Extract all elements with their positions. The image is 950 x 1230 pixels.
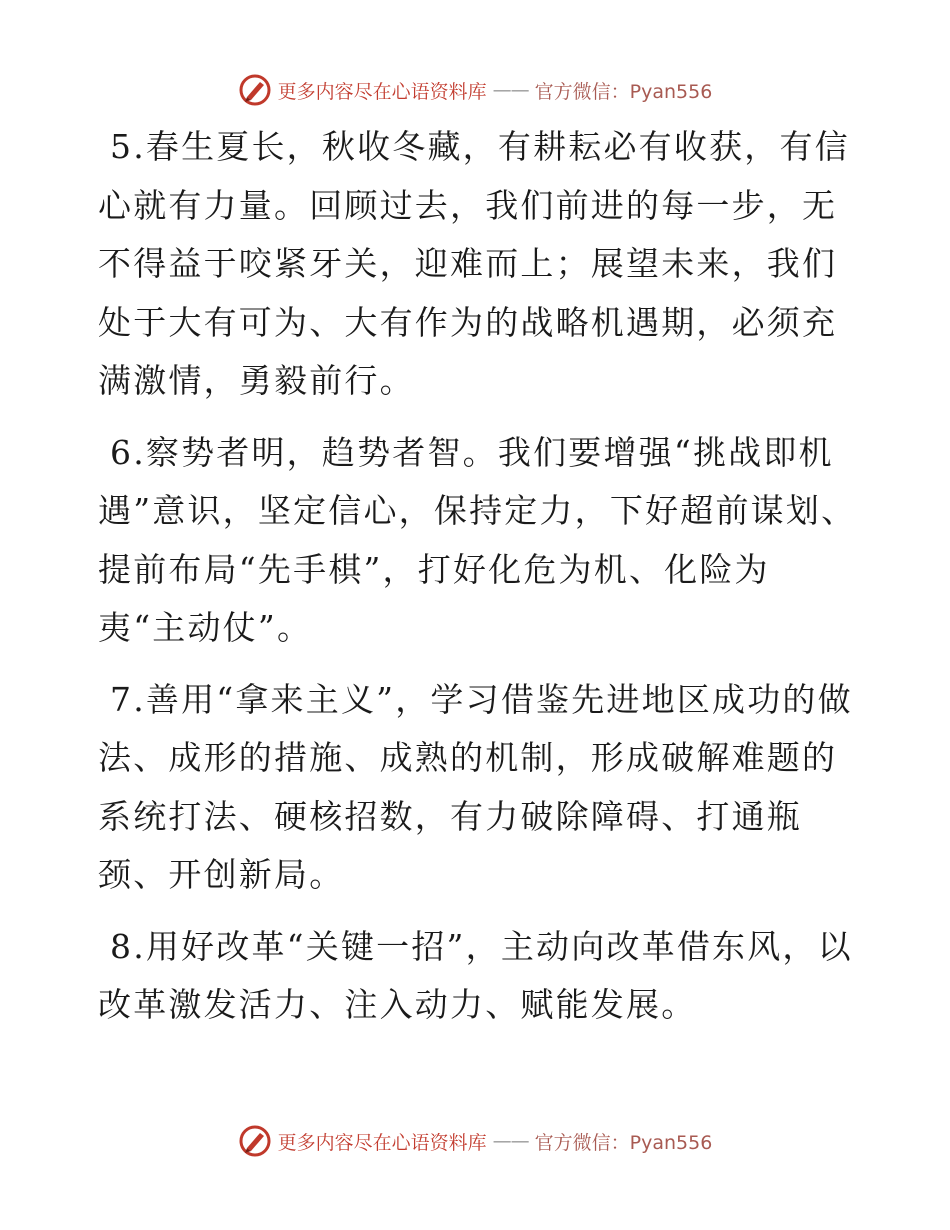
paragraph-6: 6.察势者明，趋势者智。我们要增强“挑战即机遇”意识，坚定信心，保持定力，下好超前谋划、提前布局“先手棋”，打好化危为机、化险为夷“主动仗”。 <box>98 432 857 647</box>
pen-logo-icon <box>238 1124 272 1158</box>
watermark-contact: 官方微信：Pyan556 <box>534 80 713 103</box>
paragraph-5: 5.春生夏长，秋收冬藏，有耕耘必有收获，有信心就有力量。回顾过去，我们前进的每一步，无不得益于咬紧牙关，迎难而上；展望未来，我们处于大有可为、大有作为的战略机遇期，必须充满激情，勇毅前行。 <box>98 127 850 400</box>
footer-watermark <box>0 1124 950 1158</box>
watermark-contact: 官方微信：Pyan556 <box>534 1131 713 1154</box>
watermark-brand: 更多内容尽在心语资料库 <box>277 1131 487 1154</box>
pen-logo-icon <box>238 73 272 107</box>
watermark-separator: —— <box>492 1130 529 1152</box>
document-body <box>98 118 858 1048</box>
watermark-brand: 更多内容尽在心语资料库 <box>277 80 487 103</box>
header-watermark <box>0 73 950 107</box>
paragraph-8: 8.用好改革“关键一招”，主动向改革借东风，以改革激发活力、注入动力、赋能发展。 <box>98 926 853 1024</box>
paragraph-7: 7.善用“拿来主义”，学习借鉴先进地区成功的做法、成形的措施、成熟的机制，形成破解难题的系统打法、硬核招数，有力破除障碍、打通瓶颈、开创新局。 <box>98 679 853 894</box>
watermark-separator: —— <box>492 79 529 101</box>
